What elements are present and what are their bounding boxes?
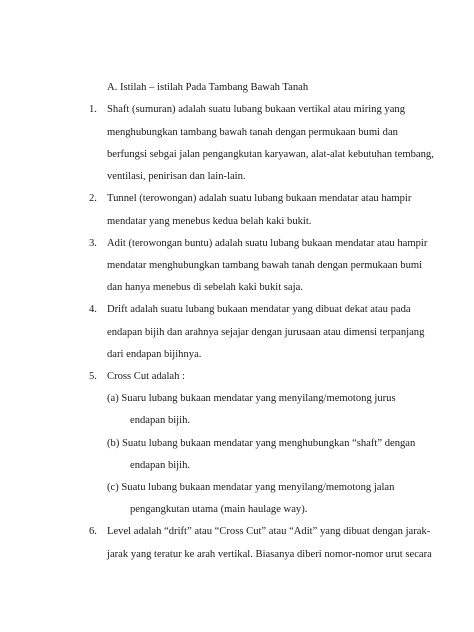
item-1-line-4: ventilasi, penirisan dan lain-lain. <box>107 171 246 182</box>
item-5-sub-c-line-2: pengangkutan utama (main haulage way). <box>130 504 308 515</box>
item-1-line-1: Shaft (sumuran) adalah suatu lubang bukaan vertikal atau miring yang <box>107 104 406 115</box>
item-1-line-2: menghubungkan tambang bawah tanah dengan permukaan bumi dan <box>107 127 398 138</box>
item-3-line-1: Adit (terowongan buntu) adalah suatu lubang bukaan mendatar atau hampir <box>107 238 428 249</box>
item-5-line-1: Cross Cut adalah : <box>107 371 185 382</box>
item-4-line-3: dari endapan bijihnya. <box>107 349 202 360</box>
item-6-number: 6. <box>89 526 97 537</box>
item-1-number: 1. <box>89 104 97 115</box>
item-5-number: 5. <box>89 371 97 382</box>
item-3-line-2: mendatar menghubungkan tambang bawah tanah dengan permukaan bumi <box>107 260 423 271</box>
item-3-line-3: dan hanya menebus di sebelah kaki bukit saja. <box>107 282 303 293</box>
item-2-line-1: Tunnel (terowongan) adalah suatu lubang bukaan mendatar atau hampir <box>107 193 412 204</box>
item-4-line-1: Drift adalah suatu lubang bukaan mendatar yang dibuat dekat atau pada <box>107 304 411 315</box>
item-6-line-1: Level adalah “drift” atau “Cross Cut” atau “Adit” yang dibuat dengan jarak- <box>107 526 431 537</box>
item-6-line-2: jarak yang teratur ke arah vertikal. Biasanya diberi nomor-nomor urut secara <box>107 549 432 560</box>
item-5-sub-c-line-1: (c) Suatu lubang bukaan mendatar yang menyilang/memotong jalan <box>107 482 395 493</box>
item-5-sub-a-line-1: (a) Suaru lubang bukaan mendatar yang menyilang/memotong jurus <box>107 393 396 404</box>
item-1-line-3: berfungsi sebgai jalan pengangkutan karyawan, alat-alat kebutuhan tembang, <box>107 149 434 160</box>
section-title: A. Istilah – istilah Pada Tambang Bawah Tanah <box>107 82 309 93</box>
item-5-sub-b-line-2: endapan bijih. <box>130 460 191 471</box>
item-4-line-2: endapan bijih dan arahnya sejajar dengan jurusaan atau dimensi terpanjang <box>107 327 425 338</box>
item-4-number: 4. <box>89 304 97 315</box>
item-2-number: 2. <box>89 193 97 204</box>
item-5-sub-b-line-1: (b) Suatu lubang bukaan mendatar yang menghubungkan “shaft” dengan <box>107 438 416 449</box>
item-3-number: 3. <box>89 238 97 249</box>
item-2-line-2: mendatar yang menebus kedua belah kaki bukit. <box>107 216 312 227</box>
item-5-sub-a-line-2: endapan bijih. <box>130 415 191 426</box>
